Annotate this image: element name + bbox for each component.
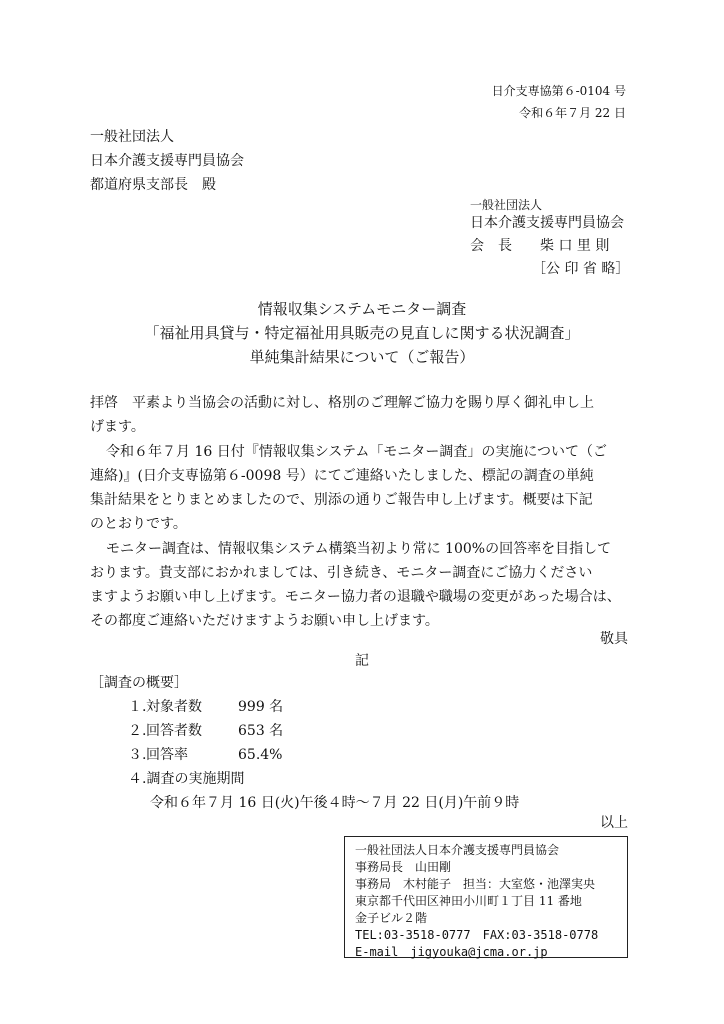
body-p2-line-4: のとおりです。 [90,516,187,532]
sender-line-1: 一般社団法人 [470,198,543,212]
title-line-2: 「福祉用具貸与・特定福祉用具販売の見直しに関する状況調査」 [144,324,580,342]
doc-date: 令和６年７月 22 日 [519,106,626,120]
item-label: 回答率 [146,747,188,763]
body-p3-line-2: おります。貴支部におかれましては、引き続き、モニター調査にご協力ください [90,565,593,581]
ki-heading: 記 [355,653,369,669]
body-p2-line-1: 令和６年７月 16 日付『情報収集システム「モニター調査」の実施について（ご [106,444,608,460]
body-p3-line-1: モニター調査は、情報収集システム構築当初より常に 100%の回答率を目指して [106,541,612,557]
body-p2-line-3: 集計結果をとりまとめましたので、別添の通りご報告申し上げます。概要は下記 [90,492,593,508]
sender-line-3: 会 長 柴 口 里 則 [470,238,610,254]
end-ijou: 以上 [600,815,628,831]
body-p1-line-1: 拝啓 平素より当協会の活動に対し、格別のご理解ご協力を賜り厚く御礼申し上 [90,395,594,411]
contact-staff: 事務局 木村能子 担当：大室悠・池澤実央 [355,877,596,891]
body-p3-line-3: ますようお願い申し上げます。モニター協力者の退職や職場の変更があった場合は、 [90,589,621,605]
summary-item-response-rate [128,744,282,764]
summary-period-label: ４.調査の実施期間 [128,771,245,787]
summary-item-targets [128,696,283,716]
item-value: 999 名 [238,699,284,715]
contact-email[interactable]: E-mail jigyouka@jcma.or.jp [355,945,548,959]
body-p1-line-2: げます。 [90,419,145,435]
item-number: ３. [128,747,147,763]
sender-line-2: 日本介護支援専門員協会 [470,215,624,231]
item-label: 回答者数 [146,723,202,739]
item-value: 65.4% [238,747,283,763]
contact-director: 事務局長 山田剛 [355,860,452,874]
recipient-line-2: 日本介護支援専門員協会 [90,153,244,169]
summary-heading: ［調査の概要］ [90,675,188,691]
item-label: 対象者数 [146,699,202,715]
item-number: １. [128,699,147,715]
summary-item-respondents [128,720,283,740]
recipient-line-3: 都道府県支部長 殿 [90,177,216,193]
summary-period-value: 令和６年７月 16 日(火)午後４時～７月 22 日(月)午前９時 [150,795,520,811]
closing-keigu: 敬具 [600,631,628,647]
contact-org: 一般社団法人日本介護支援専門員協会 [355,843,560,857]
contact-address-1: 東京都千代田区神田小川町１丁目 11 番地 [355,894,582,908]
doc-number: 日介支専協第６-0104 号 [491,84,626,98]
item-number: ２. [128,723,147,739]
title-line-3: 単純集計結果について（ご報告） [249,348,475,366]
contact-box [344,836,628,958]
contact-address-2: 金子ビル２階 [355,911,428,925]
item-value: 653 名 [238,723,284,739]
body-p2-line-2: 連絡)』(日介支専協第６-0098 号）にてご連絡いたしました、標記の調査の単純 [90,468,594,484]
recipient-line-1: 一般社団法人 [90,129,174,145]
seal-omitted: ［公 印 省 略］ [532,261,630,277]
contact-phone-fax: TEL:03-3518-0777 FAX:03-3518-0778 [355,928,599,942]
title-line-1: 情報収集システムモニター調査 [257,300,467,318]
body-p3-line-4: その都度ご連絡いただけますようお願い申し上げます。 [90,613,439,629]
